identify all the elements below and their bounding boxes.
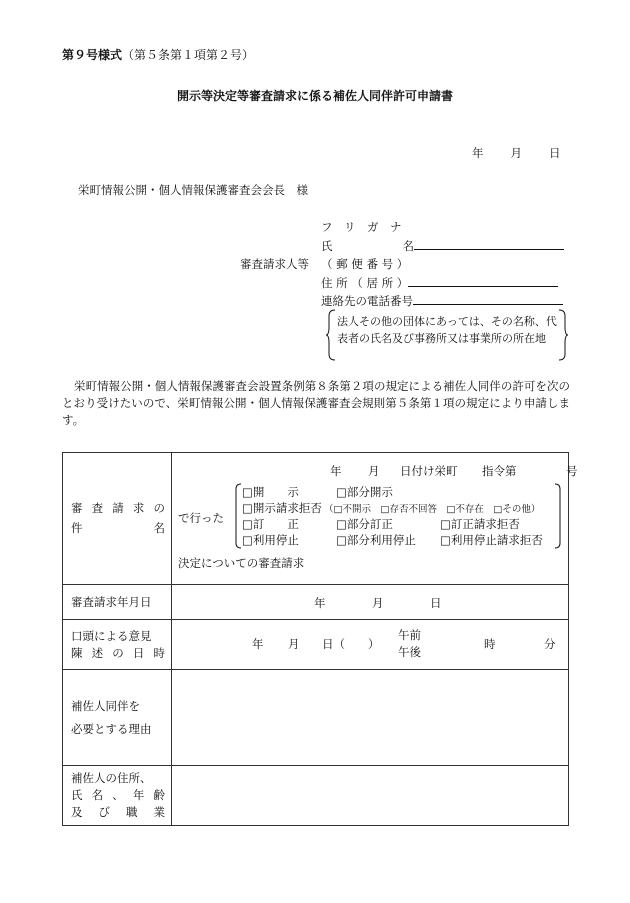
table-row	[63, 670, 569, 766]
label-oral-opinion	[63, 620, 172, 670]
table-row	[63, 453, 569, 585]
label-char: 請	[112, 501, 124, 515]
reason-cell[interactable]	[172, 670, 569, 766]
review-case-cell[interactable]	[172, 453, 578, 585]
option-riyo[interactable]: □利用停止	[242, 533, 299, 547]
label-char: 齢	[153, 788, 165, 802]
address-row	[321, 274, 558, 291]
option-kaiji-kyohi[interactable]: □開示請求拒否	[242, 501, 322, 515]
document-title: 開示等決定等審査請求に係る補佐人同伴許可申請書	[176, 89, 453, 103]
date-day: 日	[549, 146, 561, 160]
addressee: 栄町情報公開・個人情報保護審査会会長 様	[78, 183, 308, 197]
label-char: の	[112, 645, 124, 660]
phone-row	[321, 292, 563, 309]
label-text: 補佐人の住所、	[71, 771, 152, 785]
option-teisei-kyohi[interactable]: □訂正請求拒否	[440, 517, 520, 531]
case-date-suffix: 日付け栄町	[400, 464, 458, 478]
performed-label: で行った	[178, 511, 224, 525]
application-table	[62, 452, 578, 826]
case-shirei: 指令第	[482, 464, 517, 478]
name-field[interactable]	[414, 237, 564, 250]
name-label-left: 氏	[321, 239, 333, 253]
label-text: 口頭による意見	[71, 628, 152, 643]
label-char: 時	[153, 645, 165, 660]
case-date-month: 月	[368, 464, 380, 478]
table-row	[63, 766, 569, 826]
label-char: 職	[126, 805, 138, 819]
option-bubun-riyo[interactable]: □部分利用停止	[336, 533, 416, 547]
option-teisei[interactable]: □訂 正	[242, 517, 299, 531]
name-row	[321, 237, 565, 254]
label-char: 陳	[71, 645, 83, 660]
oral-year: 年	[252, 637, 264, 651]
label-char: 求	[132, 501, 145, 515]
label-assistant-info	[63, 766, 172, 826]
form-number-label: 第９号様式	[62, 48, 123, 62]
label-text: 補佐人同伴を	[71, 698, 140, 713]
phone-label: 連絡先の電話番号	[321, 294, 413, 308]
label-char: 、	[112, 788, 124, 802]
decision-text: 決定についての審査請求	[178, 556, 305, 570]
body-text	[62, 378, 570, 429]
label-char: 氏	[71, 788, 83, 802]
oral-opinion-cell[interactable]	[172, 620, 569, 670]
label-text: 必要とする理由	[71, 721, 152, 736]
option-kaiji[interactable]: □開 示	[242, 485, 299, 499]
label-char: 年	[132, 788, 145, 802]
option-kaiji-kyohi-sub[interactable]: （□不開示 □存否不回答 □不存在 □その他）	[324, 504, 541, 515]
label-char: び	[98, 805, 110, 819]
date-month: 月	[510, 146, 522, 160]
label-char: 業	[153, 805, 165, 819]
postal-label: （ 郵 便 番 号 ）	[321, 257, 409, 271]
label-char: 件	[71, 521, 83, 535]
options-left-bracket	[234, 483, 242, 549]
options-right-bracket	[554, 483, 562, 549]
label-text: 審査請求年月日	[71, 594, 152, 609]
label-char: 名	[153, 521, 165, 535]
party-label: 審査請求人等	[240, 257, 309, 271]
oral-month: 月	[288, 637, 300, 651]
label-char: 及	[71, 805, 83, 819]
table-row	[63, 620, 569, 670]
review-date-day: 日	[430, 596, 442, 610]
label-review-date	[63, 585, 172, 620]
oral-day: 日（ ）	[322, 637, 380, 651]
label-char: 名	[91, 788, 104, 802]
review-date-year: 年	[314, 596, 326, 610]
address-label: 住 所 （ 居 所 ）	[321, 276, 409, 290]
label-reason	[63, 670, 172, 766]
furigana-label: フ リ ガ ナ	[321, 220, 402, 234]
corporate-note: 法人その他の団体にあっては、その名称、代表者の氏名及び事務所又は事業所の所在地	[337, 315, 557, 345]
option-bubun-teisei[interactable]: □部分訂正	[336, 517, 393, 531]
option-bubun-kaiji[interactable]: □部分開示	[336, 485, 393, 499]
label-char: 査	[91, 501, 104, 515]
phone-field[interactable]	[413, 292, 563, 305]
body-paragraph: 栄町情報公開・個人情報保護審査会設置条例第８条第２項の規定による補佐人同伴の許可を次のとおり受けたいので、栄町情報公開・個人情報保護審査会規則第５条第１項の規定により申請します。	[62, 379, 570, 427]
address-field[interactable]	[408, 274, 558, 287]
option-riyo-kyohi[interactable]: □利用停止請求拒否	[440, 533, 543, 547]
label-char: 日	[132, 645, 145, 660]
form-number	[62, 46, 254, 63]
label-review-case	[63, 453, 172, 585]
table-row	[63, 585, 569, 620]
oral-pm: 午後	[398, 645, 421, 659]
form-clause: （第５条第１項第２号）	[122, 48, 255, 62]
date-year: 年	[472, 146, 484, 160]
label-char: 述	[91, 645, 104, 660]
review-date-cell[interactable]	[172, 585, 569, 620]
application-date	[472, 145, 561, 161]
name-label-right: 名	[402, 239, 414, 253]
review-date-month: 月	[372, 596, 384, 610]
label-char: の	[153, 501, 165, 515]
oral-hour: 時	[484, 637, 496, 651]
label-char: 審	[71, 501, 83, 515]
case-go: 号	[566, 464, 578, 478]
assistant-info-cell[interactable]	[172, 766, 569, 826]
case-date-year: 年	[330, 464, 342, 478]
oral-am: 午前	[398, 628, 421, 642]
oral-minute: 分	[544, 637, 556, 651]
